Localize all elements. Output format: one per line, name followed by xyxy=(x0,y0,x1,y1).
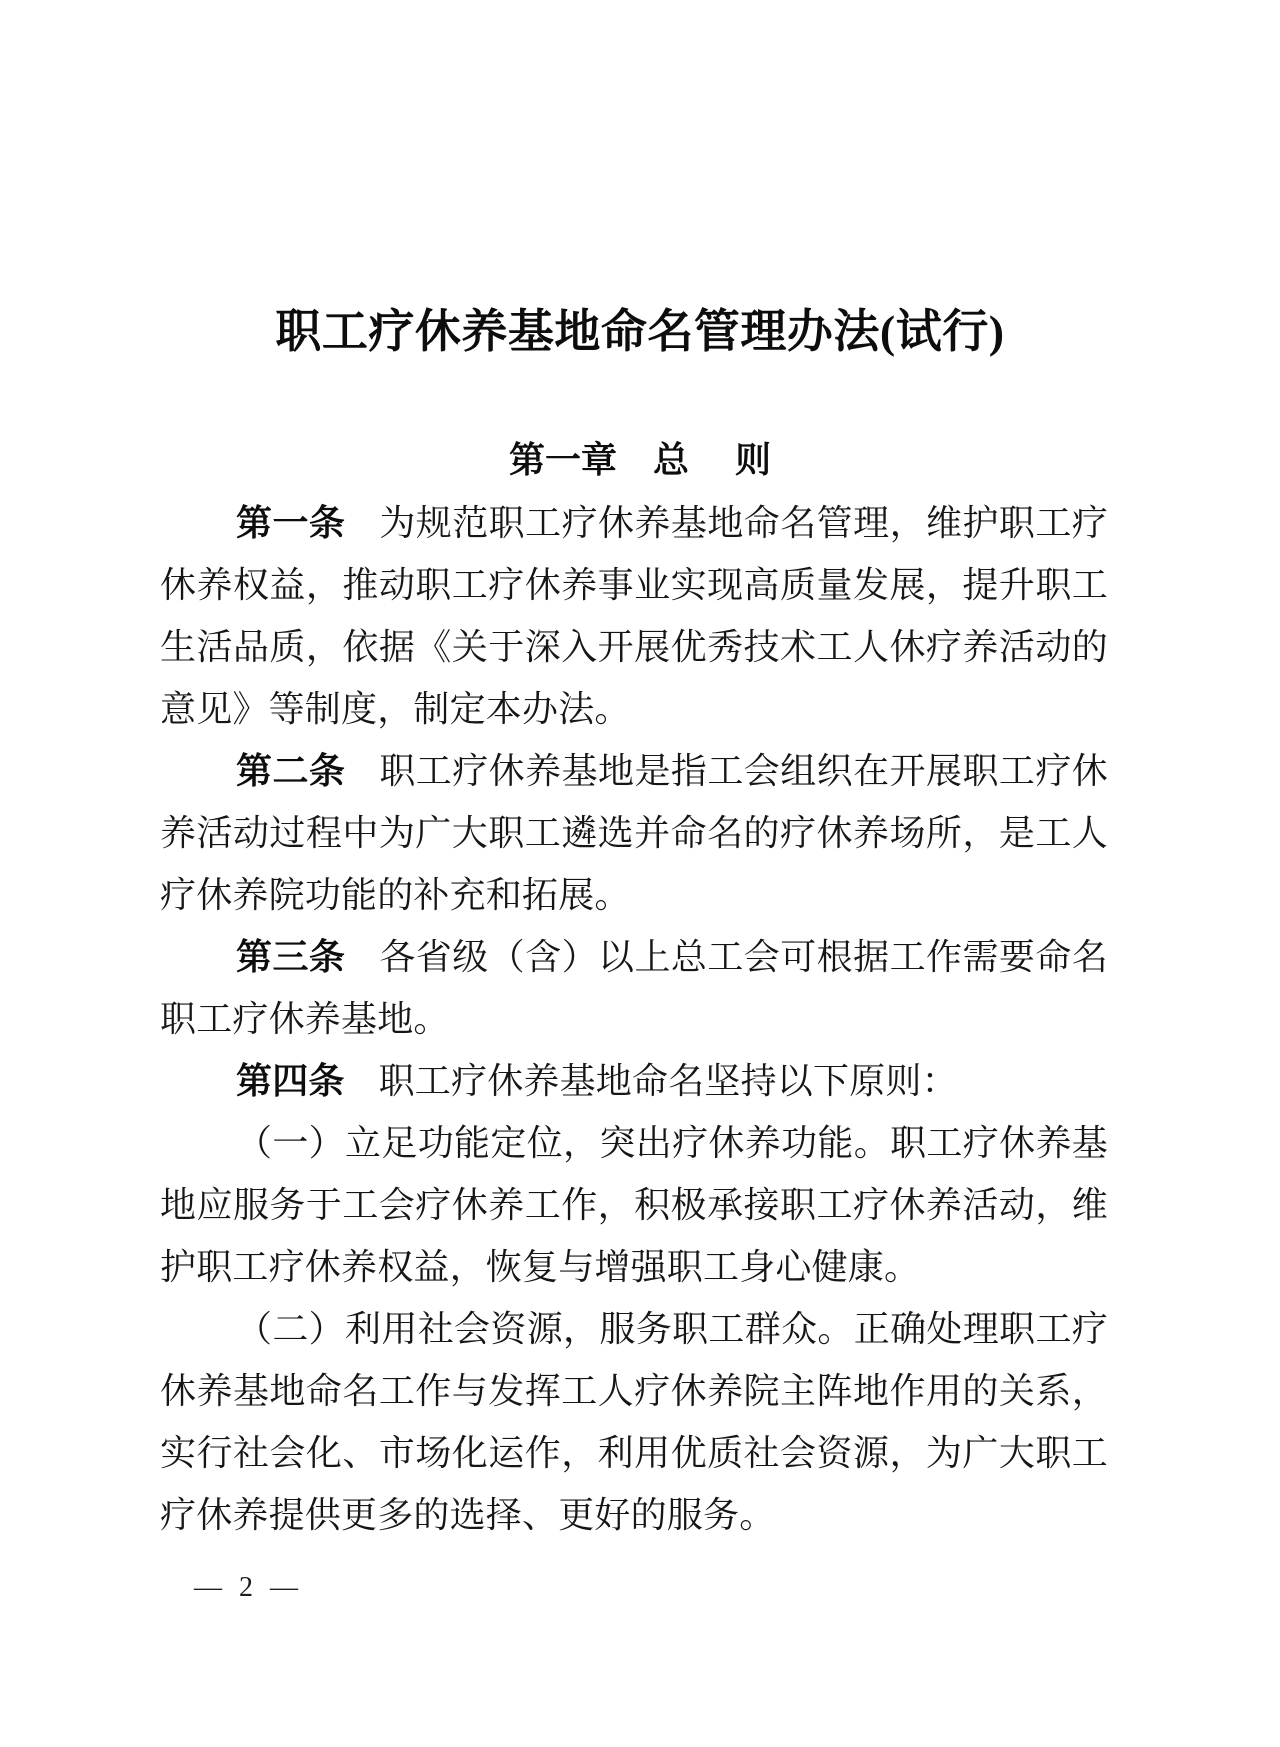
article-number: 第二条 xyxy=(236,750,346,791)
article-paragraph xyxy=(160,1112,1108,1298)
paragraph-text: （二）利用社会资源，服务职工群众。正确处理职工疗休养基地命名工作与发挥工人疗休养院主阵地作用的关系，实行社会化、市场化运作，利用优质社会资源，为广大职工疗休养提供更多的选择、更好的服务。 xyxy=(160,1309,1108,1535)
article-paragraph xyxy=(160,1050,1108,1112)
paragraph-text: 职工疗休养基地是指工会组织在开展职工疗休养活动过程中为广大职工遴选并命名的疗休养场所，是工人疗休养院功能的补充和拓展。 xyxy=(160,751,1108,915)
page-number: 2 xyxy=(239,1572,253,1603)
paragraph-text: 职工疗休养基地命名坚持以下原则： xyxy=(378,1061,958,1101)
document-body xyxy=(160,492,1108,1546)
paragraph-text: 各省级（含）以上总工会可根据工作需要命名职工疗休养基地。 xyxy=(160,937,1108,1039)
chapter-heading: 第一章 总 则 xyxy=(508,439,771,480)
footer-dash-right: — xyxy=(270,1572,298,1603)
article-paragraph xyxy=(160,1298,1108,1546)
article-paragraph xyxy=(160,926,1108,1050)
article-number: 第一条 xyxy=(236,502,346,543)
page-number-footer xyxy=(194,1573,298,1603)
document-title: 职工疗休养基地命名管理办法(试行) xyxy=(275,306,1005,357)
paragraph-text: 为规范职工疗休养基地命名管理，维护职工疗休养权益，推动职工疗休养事业实现高质量发展，提升职工生活品质，依据《关于深入开展优秀技术工人休疗养活动的意见》等制度，制定本办法。 xyxy=(160,503,1108,729)
footer-dash-left: — xyxy=(194,1572,222,1603)
paragraph-text: （一）立足功能定位，突出疗休养功能。职工疗休养基地应服务于工会疗休养工作，积极承接职工疗休养活动，维护职工疗休养权益，恢复与增强职工身心健康。 xyxy=(160,1123,1108,1287)
article-paragraph xyxy=(160,492,1108,740)
article-number: 第三条 xyxy=(236,936,346,977)
article-number: 第四条 xyxy=(236,1060,345,1101)
article-paragraph xyxy=(160,740,1108,926)
